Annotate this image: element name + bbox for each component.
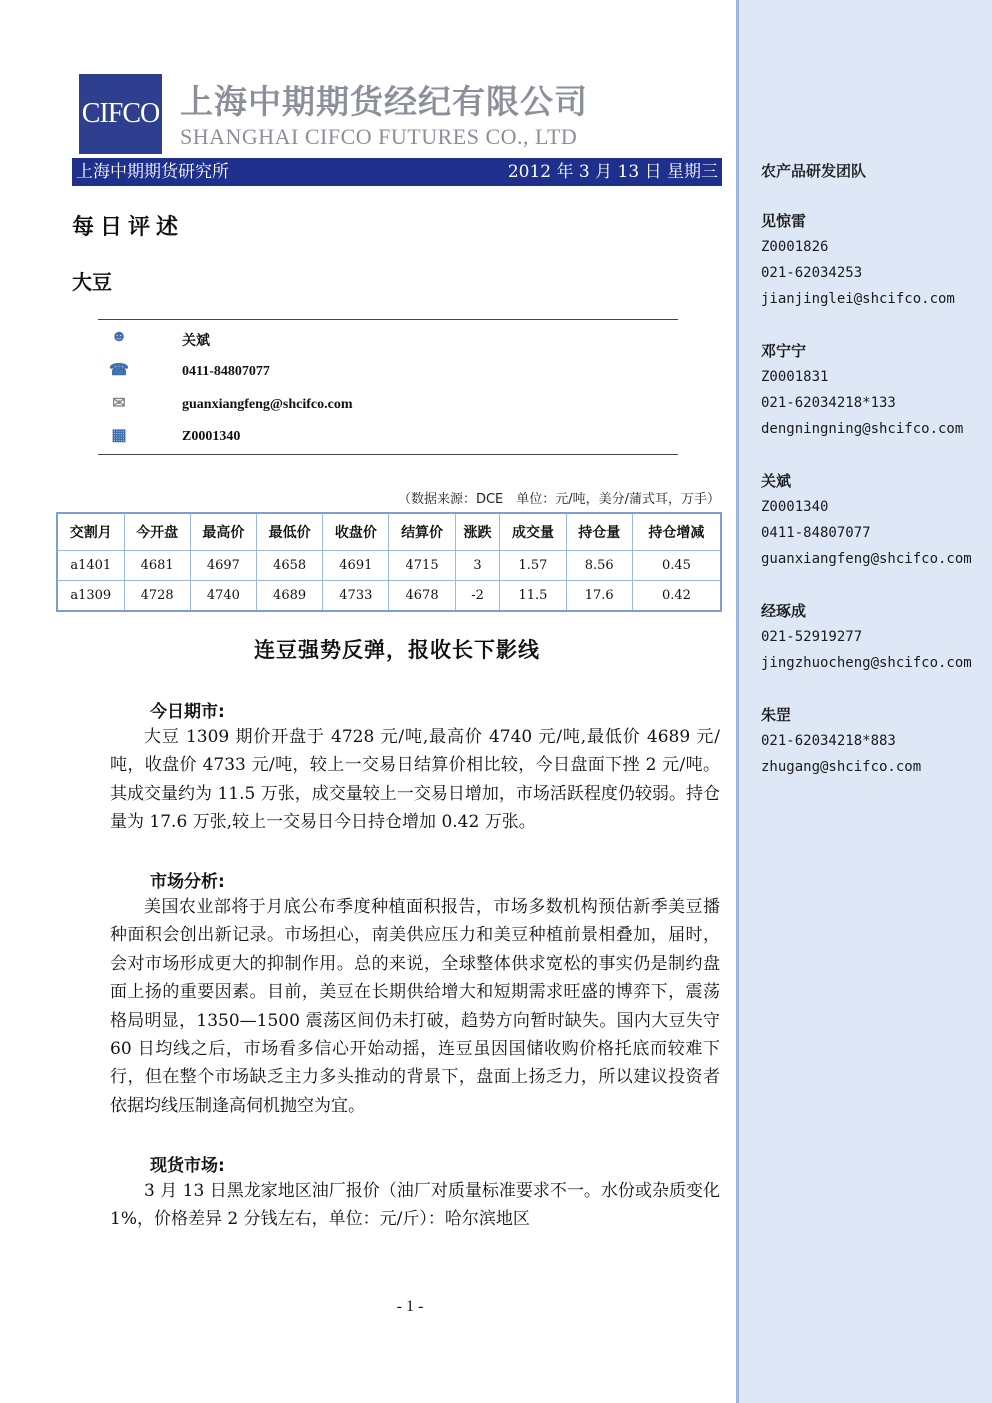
column-header: 最低价 [256,513,322,551]
table-cell: 3 [455,551,500,581]
table-cell: 1.57 [500,551,566,581]
mail-icon: ✉ [112,395,126,412]
institute-name: 上海中期期货研究所 [76,162,229,182]
contact-card [761,702,921,780]
table-cell: 4691 [323,551,389,581]
column-header: 成交量 [500,513,566,551]
section-heading-daily: 每日评述 [72,214,185,240]
author-info-box [98,319,678,455]
column-header: 持仓量 [566,513,632,551]
contact-name: 关斌 [761,472,792,490]
person-icon: ☻ [110,328,128,345]
section-title-spot: 现货市场: [150,1156,225,1176]
team-name: 农产品研发团队 [761,162,867,180]
contact-card [761,598,972,676]
table-cell: 0.42 [632,581,721,612]
table-cell: 4740 [190,581,256,612]
table-cell: a1309 [57,581,124,612]
column-header: 最高价 [190,513,256,551]
author-email-row [98,393,678,423]
table-cell: 4681 [124,551,190,581]
contact-card [761,208,955,312]
author-phone-row [98,360,678,390]
contact-email[interactable]: dengningning@shcifco.com [761,421,964,437]
section-title-futures: 今日期市: [150,702,225,722]
contact-card [761,338,963,442]
contact-email[interactable]: zhugang@shcifco.com [761,759,922,775]
table-row [57,551,721,581]
author-license: Z0001340 [182,429,241,444]
company-name-en: SHANGHAI CIFCO FUTURES CO., LTD [180,124,578,149]
contact-phone: 021-62034253 [761,265,863,281]
building-icon: ▦ [111,427,127,444]
table-cell: 17.6 [566,581,632,612]
table-cell: 8.56 [566,551,632,581]
table-cell: 4658 [256,551,322,581]
contact-name: 邓宁宁 [761,342,807,360]
market-data-table [56,512,722,612]
table-cell: 11.5 [500,581,566,612]
column-header: 结算价 [389,513,455,551]
contact-phone: 0411-84807077 [761,525,871,541]
contact-name: 见惊雷 [761,212,807,230]
column-header: 持仓增减 [632,513,721,551]
data-source-note: （数据来源：DCE 单位：元/吨，美分/蒲式耳，万手） [397,492,720,507]
table-cell: 4715 [389,551,455,581]
contact-email[interactable]: jianjinglei@shcifco.com [761,291,955,307]
contact-sidebar [736,0,992,1403]
author-license-row [98,425,678,455]
article-title: 连豆强势反弹，报收长下影线 [254,638,540,662]
table-cell: 4733 [323,581,389,612]
paragraph-spot: 3 月 13 日黑龙家地区油厂报价（油厂对质量标准要求不一。水份或杂质变化 1%，价格差异 2 分钱左右，单位：元/斤）：哈尔滨地区 [110,1181,720,1230]
author-name-row [98,326,678,356]
table-cell: -2 [455,581,500,612]
contact-phone: 021-52919277 [761,629,863,645]
contact-email[interactable]: jingzhuocheng@shcifco.com [761,655,972,671]
table-cell: a1401 [57,551,124,581]
company-name-cn: 上海中期期货经纪有限公司 [180,82,588,121]
report-date: 2012 年 3 月 13 日 星期三 [507,162,718,182]
table-cell: 4697 [190,551,256,581]
header-banner [72,158,722,186]
contact-license: Z0001831 [761,369,829,385]
company-logo-mark: CIFCO [79,74,162,154]
author-phone: 0411-84807077 [182,364,270,379]
table-cell: 4678 [389,581,455,612]
paragraph-futures: 大豆 1309 期价开盘于 4728 元/吨,最高价 4740 元/吨,最低价 4689 元/吨，收盘价 4733 元/吨，较上一交易日结算价相比较，今日盘面下挫 2 元/吨。其成交量约为 11.5 万张，成交量较上一交易日增加，市场活跃程度仍较弱。持仓量为 17.6 万张,较上一交易日今日持仓增加 0.42 万张。 [110,727,720,833]
product-heading: 大豆 [72,270,112,294]
table-row [57,581,721,612]
contact-phone: 021-62034218*133 [761,395,896,411]
contact-license: Z0001826 [761,239,829,255]
contact-email[interactable]: guanxiangfeng@shcifco.com [761,551,972,567]
table-cell: 4728 [124,581,190,612]
author-email[interactable]: guanxiangfeng@shcifco.com [182,397,353,412]
column-header: 今开盘 [124,513,190,551]
phone-icon: ☎ [109,362,129,379]
column-header: 涨跌 [455,513,500,551]
contact-name: 经琢成 [761,602,807,620]
table-cell: 0.45 [632,551,721,581]
table-cell: 4689 [256,581,322,612]
contact-phone: 021-62034218*883 [761,733,896,749]
contact-name: 朱罡 [761,706,792,724]
paragraph-analysis: 美国农业部将于月底公布季度种植面积报告，市场多数机构预估新季美豆播种面积会创出新记录。市场担心，南美供应压力和美豆种植前景相叠加，届时，会对市场形成更大的抑制作用。总的来说，全球整体供求宽松的事实仍是制约盘面上扬的重要因素。目前，美豆在长期供给增大和短期需求旺盛的博弈下，震荡格局明显，1350—1500 震荡区间仍未打破，趋势方向暂时缺失。国内大豆失守 60 日均线之后，市场看多信心开始动摇，连豆虽因国储收购价格托底而较难下行，但在整个市场缺乏主力多头推动的背景下，盘面上扬乏力，所以建议投资者依据均线压制逢高伺机抛空为宜。 [110,897,720,1116]
section-title-analysis: 市场分析: [150,872,225,892]
column-header: 收盘价 [323,513,389,551]
column-header: 交割月 [57,513,124,551]
contact-card [761,468,972,572]
table-header-row [57,513,721,551]
author-name: 关斌 [182,334,210,349]
page-number: - 1 - [396,1298,424,1315]
contact-license: Z0001340 [761,499,829,515]
